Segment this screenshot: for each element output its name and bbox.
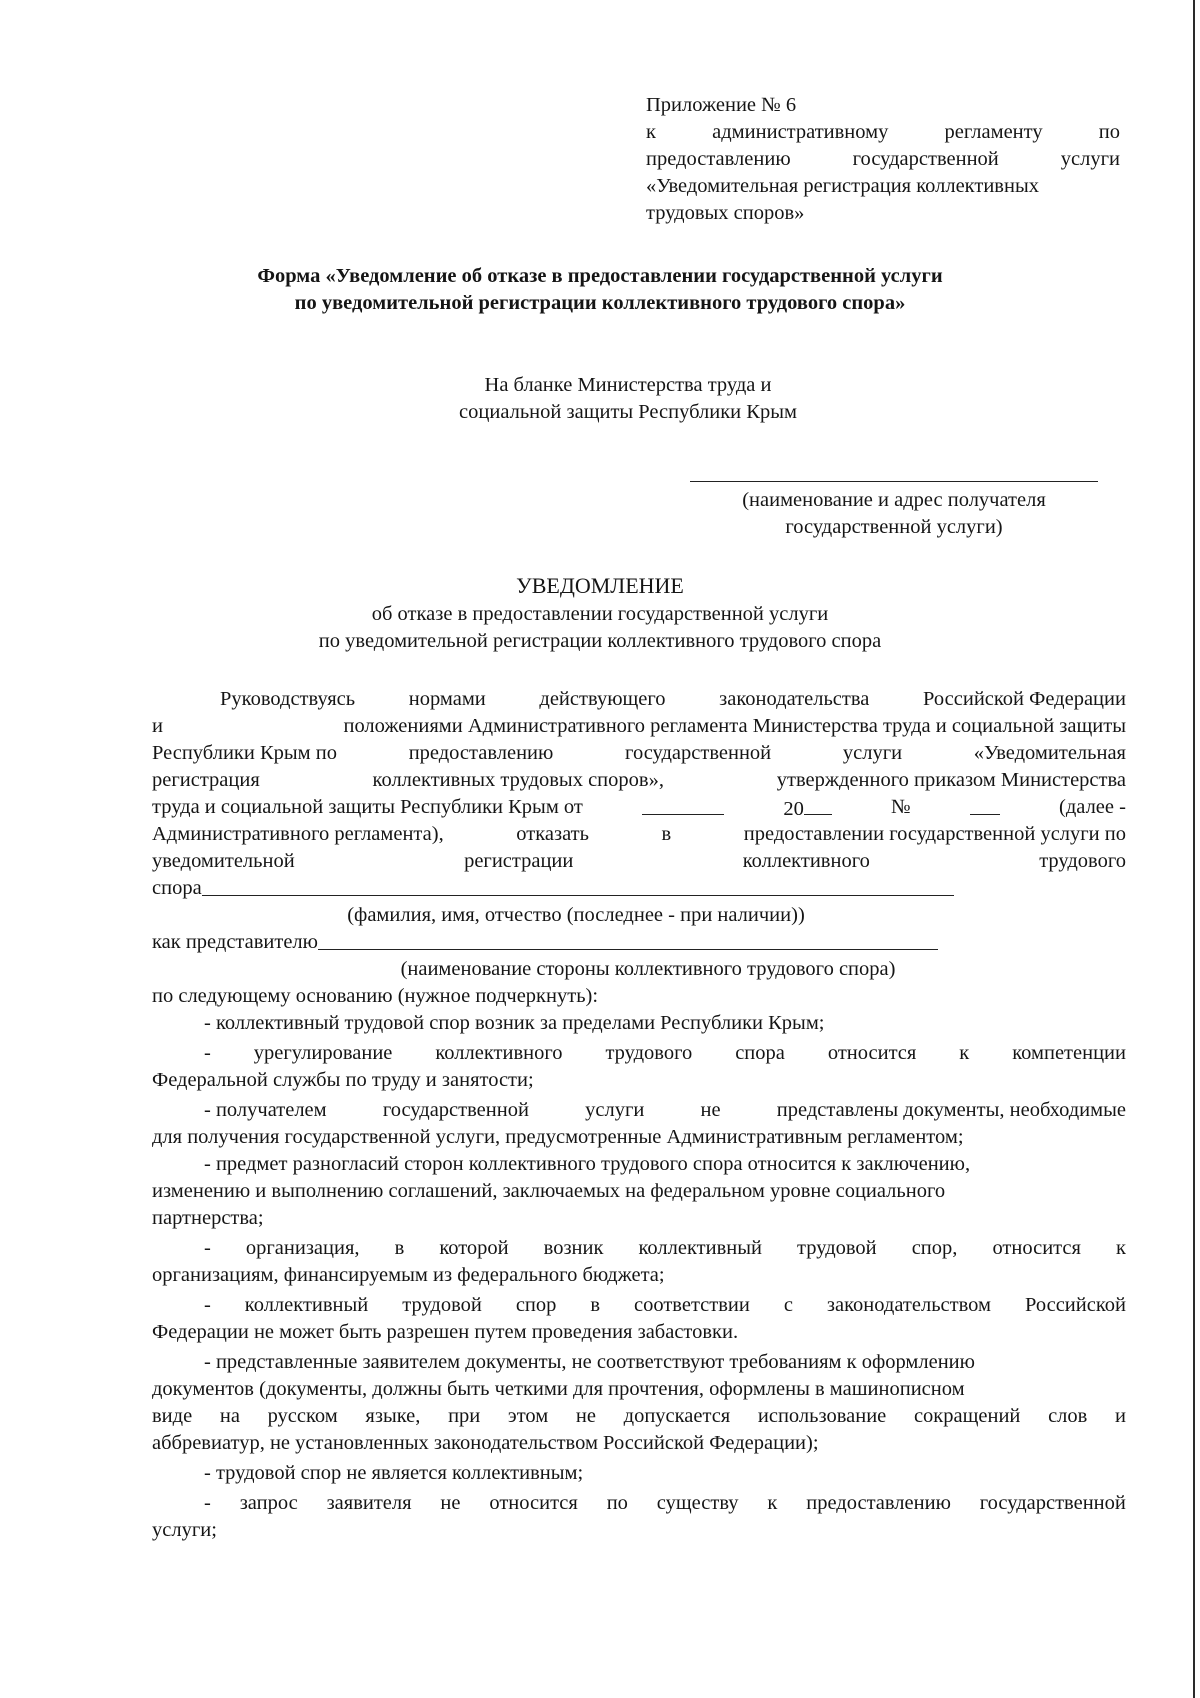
order-number-blank — [970, 794, 1000, 815]
body-line: аббревиатур, не установленных законодательством Российской Федерации); — [152, 1432, 819, 1454]
appendix-header — [646, 92, 1120, 227]
body-line: регистрация коллективных трудовых споров», утвержденного приказом Министерства — [152, 769, 1126, 791]
basis-item: - представленные заявителем документы, не соответствуют требованиям к оформлению — [204, 1351, 975, 1373]
body-line: партнерства; — [152, 1207, 264, 1229]
appendix-line-5: трудовых споров» — [646, 202, 805, 224]
basis-item: - запрос заявителя не относится по существу к предоставлению государственной — [204, 1492, 1126, 1514]
notice-subtitle: об отказе в предоставлении государственной услуги по уведомительной регистрации коллективного трудового спора — [318, 603, 882, 652]
applicant-name-blank — [202, 875, 954, 896]
body-line: и положениями Административного регламента Министерства труда и социальной защиты — [152, 715, 1126, 737]
applicant-name-caption: (фамилия, имя, отчество (последнее - при наличии)) — [347, 904, 805, 926]
appendix-number: Приложение № 6 — [646, 94, 797, 116]
scan-edge-line — [1193, 0, 1195, 1698]
body-line: как представителю — [152, 929, 1126, 956]
basis-item: - урегулирование коллективного трудового спора относится к компетенции — [204, 1042, 1126, 1064]
appendix-line-3: предоставлению государственной услуги — [646, 148, 1120, 170]
body-line: Федерации не может быть разрешен путем проведения забастовки. — [152, 1321, 739, 1343]
appendix-line-4: «Уведомительная регистрация коллективных — [646, 175, 1039, 197]
body-line: по следующему основанию (нужное подчеркнуть): — [152, 985, 599, 1007]
date-blank — [642, 794, 724, 815]
body-line: Республики Крым по предоставлению государственной услуги «Уведомительная — [152, 742, 1126, 764]
form-title: Форма «Уведомление об отказе в предоставлении государственной услуги по уведомительной регистрации коллективного трудового спора» — [257, 265, 943, 314]
body-line: Федеральной службы по труду и занятости; — [152, 1069, 534, 1091]
letterhead-note: На бланке Министерства труда и социальной защиты Республики Крым — [459, 374, 797, 423]
notice-body — [152, 686, 1126, 1544]
basis-item: - коллективный трудовой спор возник за пределами Республики Крым; — [204, 1012, 825, 1034]
body-line: уведомительной регистрации коллективного трудового — [152, 850, 1126, 872]
basis-item: - коллективный трудовой спор в соответствии с законодательством Российской — [204, 1294, 1126, 1316]
recipient-blank-line — [690, 481, 1098, 482]
basis-item: - предмет разногласий сторон коллективного трудового спора относится к заключению, — [204, 1153, 971, 1175]
body-line: для получения государственной услуги, предусмотренные Административным регламентом; — [152, 1126, 964, 1148]
recipient-caption: (наименование и адрес получателя государственной услуги) — [742, 489, 1046, 538]
body-line: организациям, финансируемым из федерального бюджета; — [152, 1264, 665, 1286]
notice-title: УВЕДОМЛЕНИЕ — [516, 573, 684, 598]
body-line: спора — [152, 875, 1126, 902]
basis-item: - организация, в которой возник коллективный трудовой спор, относится к — [204, 1237, 1126, 1259]
body-line: Административного регламента), отказать в предоставлении государственной услуги по — [152, 823, 1126, 845]
body-line: изменению и выполнению соглашений, заключаемых на федеральном уровне социального — [152, 1180, 946, 1202]
body-line: документов (документы, должны быть четкими для прочтения, оформлены в машинописном — [152, 1378, 965, 1400]
basis-item: - трудовой спор не является коллективным; — [204, 1462, 584, 1484]
body-line: виде на русском языке, при этом не допускается использование сокращений слов и — [152, 1405, 1126, 1427]
body-line: услуги; — [152, 1519, 217, 1541]
year-blank — [804, 794, 832, 815]
basis-item: - получателем государственной услуги не представлены документы, необходимые — [204, 1099, 1126, 1121]
party-name-blank — [318, 929, 938, 950]
body-line: труда и социальной защиты Республики Крым от 20 № (далее - — [152, 796, 1126, 820]
appendix-line-2: к административному регламенту по — [646, 121, 1120, 143]
party-name-caption: (наименование стороны коллективного трудового спора) — [400, 958, 896, 980]
body-line: Руководствуясь нормами действующего законодательства Российской Федерации — [220, 688, 1126, 710]
